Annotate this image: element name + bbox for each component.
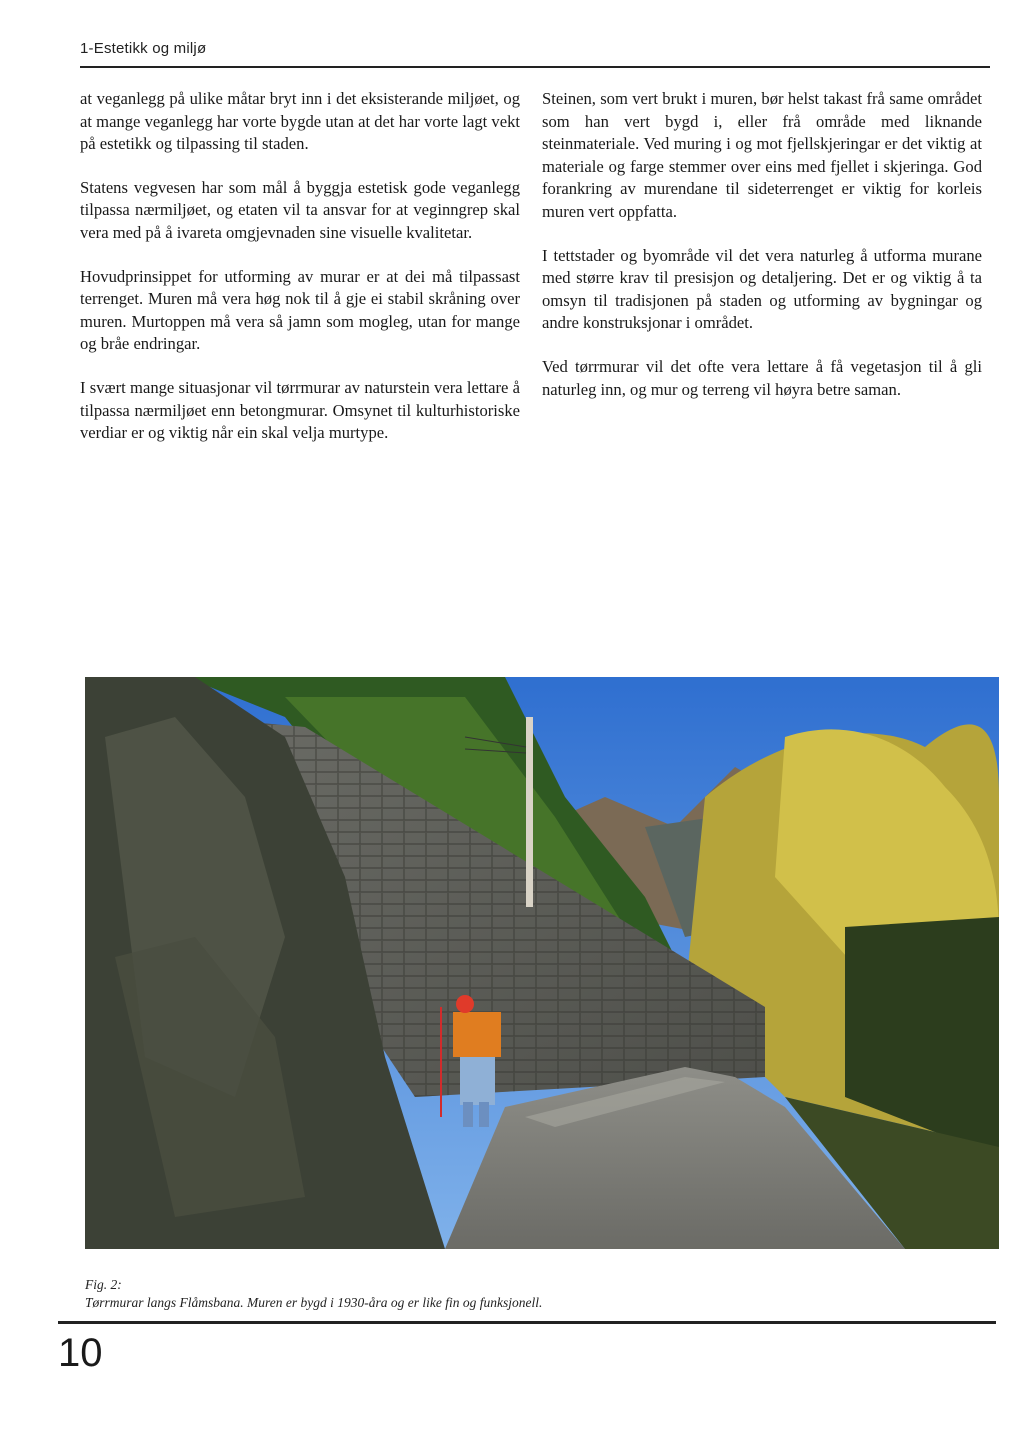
paragraph: Steinen, som vert brukt i muren, bør helst takast frå same området som han vert bygd i, eller frå område med liknande steinmateriale. Ved muring i og mot fjellskjeringar er det viktig at materiale og farge stemmer over eins med fjellet i skjeringa. God forankring av murendane til sideterrenget er viktig for korleis muren vert oppfatta. (542, 89, 982, 221)
text-column-right (542, 88, 982, 422)
footer-rule (58, 1321, 996, 1324)
paragraph: I tettstader og byområde vil det vera naturleg å utforma murane med større krav til presisjon og detaljering. Det er og viktig å ta omsyn til tradisjonen på staden og utforming av bygningar og andre konstruksjonar i området. (542, 245, 982, 333)
figure-label: Fig. 2: (85, 1277, 122, 1292)
paragraph: Ved tørrmurar vil det ofte vera lettare å få vegetasjon til å gli naturleg inn, og mur og terreng vil høyra betre saman. (542, 356, 982, 399)
paragraph: I svært mange situasjonar vil tørrmurar av naturstein vera lettare å tilpassa nærmiljøet enn betongmurar. Omsynet til kulturhistoriske verdiar er og viktig når ein skal velja murtype. (80, 377, 520, 443)
text-column-left (80, 88, 520, 466)
paragraph: at veganlegg på ulike måtar bryt inn i det eksisterande miljøet, og at mange veganlegg har vorte bygde utan at det har vorte lagt vekt på estetikk og tilpassing til staden. (80, 89, 520, 154)
page-number: 10 (58, 1331, 103, 1375)
figure-caption-text: Tørrmurar langs Flåmsbana. Muren er bygd i 1930-åra og er like fin og funksjonell. (85, 1295, 543, 1310)
figure-photo (85, 677, 999, 1249)
paragraph: Statens vegvesen har som mål å byggja estetisk gode veganlegg tilpassa nærmiljøet, og etaten vil ta ansvar for at veginngrep skal vera med på å ivareta omgjevnaden sine visuelle kvalitetar. (80, 177, 520, 242)
paragraph: Hovudprinsippet for utforming av murar er at dei må tilpassast terrenget. Muren må vera høg nok til å gje ei stabil skråning over muren. Murtoppen må vera så jamn som mogleg, utan for mange og bråe endringar. (80, 266, 520, 354)
figure-caption (85, 1276, 542, 1312)
header-rule (80, 66, 990, 68)
running-header: 1-Estetikk og miljø (80, 40, 207, 57)
